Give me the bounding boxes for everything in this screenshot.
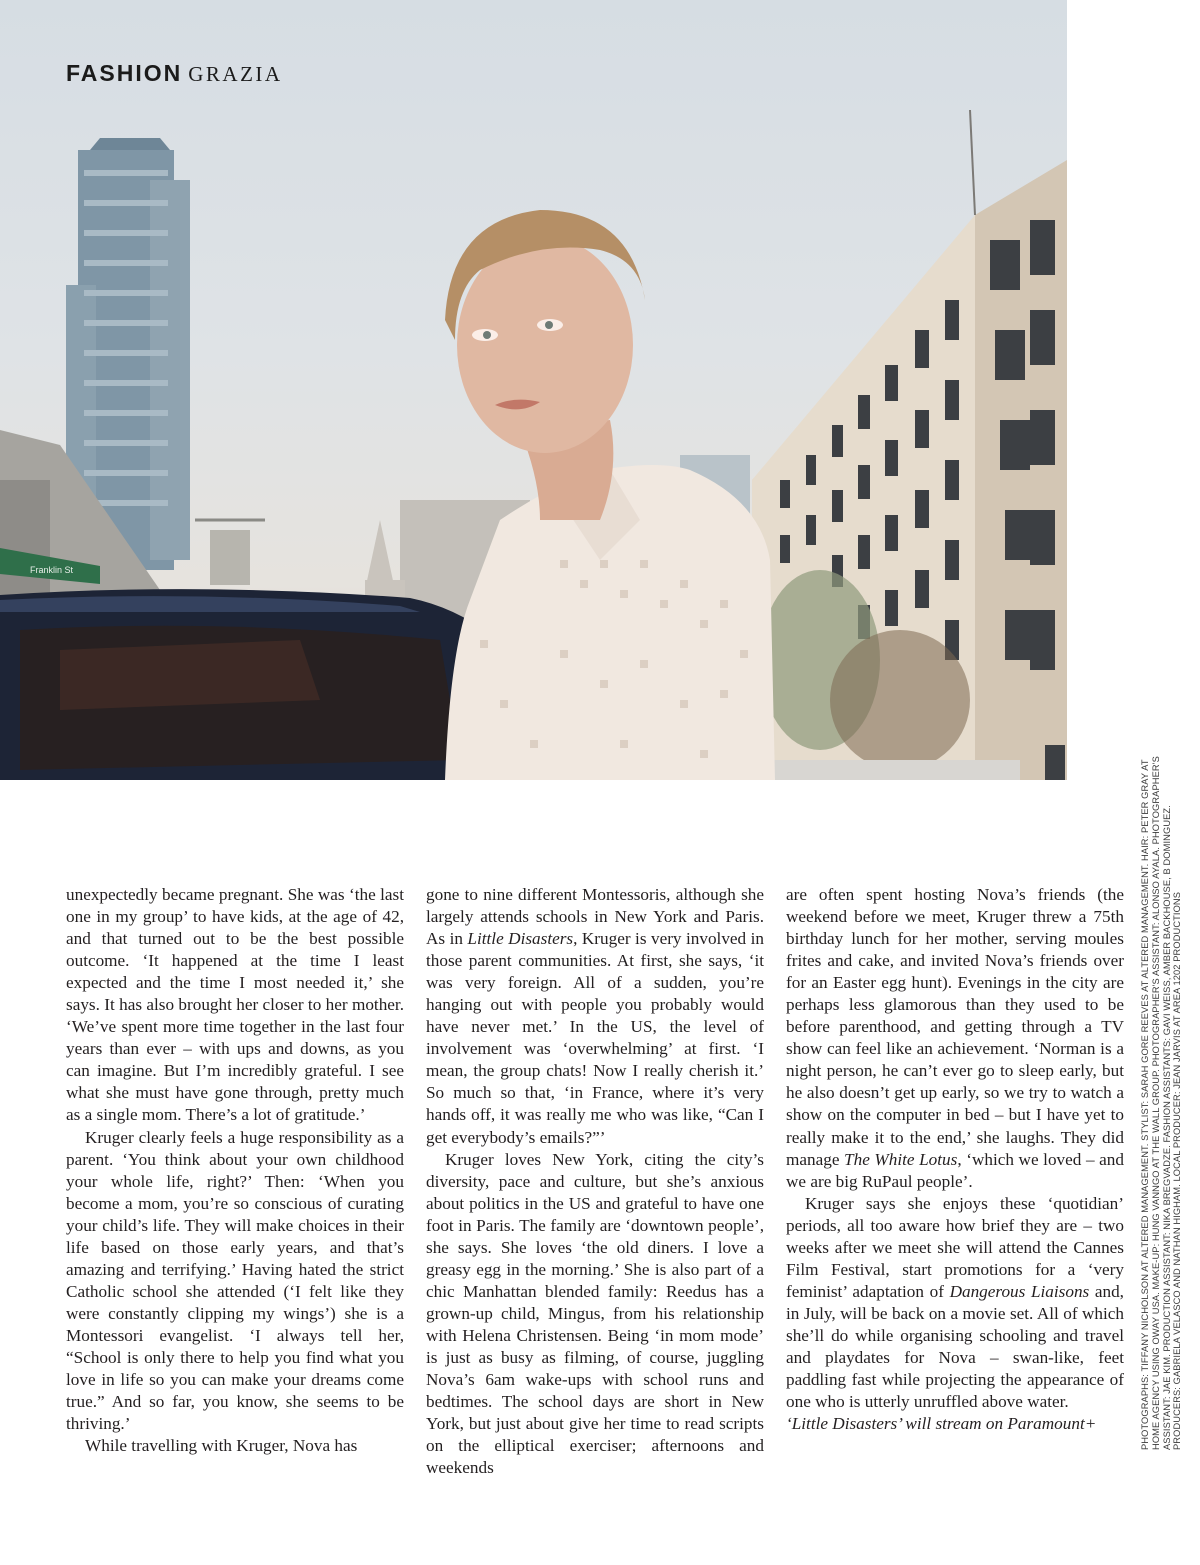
svg-text:Franklin St: Franklin St [30,565,74,575]
paragraph: While travelling with Kruger, Nova has [85,1436,358,1456]
paragraph: gone to nine different Montessoris, although she largely attends schools in New York and Paris. As in Little Disasters, Kruger is very involved in those parent communities. At first, she says, ‘it was very foreign. All of a sudden, you’re hanging out with people you probably would have never met.’ In the US, the level of involvement was ‘overwhelming’ at first. ‘I mean, the group chats! Now I really cherish it.’ So much so that, ‘in France, where it’s very hands off, it was really me who was like, “Can I get everybody’s emails?”’ [426,885,764,1147]
show-title: The White Lotus [844,1149,958,1169]
section-name: FASHION [66,60,183,86]
crane-box [210,530,250,585]
distant-spire [365,520,395,590]
film-title: Dangerous Liaisons [949,1281,1090,1301]
credit-line: PRODUCERS: GABRIELA VELASCO AND NATHAN HIGHAM. LOCAL PRODUCER: JEAN JARVIS AT AREA 1202 PRODUCTIONS [1172,891,1183,1450]
credit-line: PHOTOGRAPHS: TIFFANY NICHOLSON AT ALTERED MANAGEMENT. STYLIST: SARAH GORE REEVES AT ALTERED MANAGEMENT. HAIR: PETER GRAY AT [1140,759,1150,1450]
credit-line: ASSISTANT: JAE KIM. PRODUCTION ASSISTANT: NIKA BREGVADZE. FASHION ASSISTANTS: GAVI WEISS, AMBER BACKHOUSE, B DOMINGUEZ. [1161,805,1172,1450]
article-column-2 [426,884,764,1479]
paragraph: Kruger clearly feels a huge responsibility as a parent. ‘You think about your own childhood your whole life, right?’ Then: ‘When you become a mom, you’re so conscious of curating your child’s life. They will make choices in their life based on those early years, and that’s amazing and terrifying.’ Having hated the strict Catholic school she attended (‘I felt like they were constantly clipping my wings’) she is a Montessori evangelist. ‘I always tell her, “School is only there to help you find what you love in life so you can make your dreams come true.” And so far, you know, she seems to be thriving.’ [66,1127,404,1434]
article-column-3 [786,884,1124,1435]
paragraph: unexpectedly became pregnant. She was ‘the last one in my group’ to have kids, at the age of 42, and that turned out to be the best possible outcome. ‘It happened at the time I least expected and the time I most needed it,’ she says. It has also brought her closer to her mother. ‘We’ve spent more time together in the last four years than ever – with ups and downs, as you can imagine. But I’m incredibly grateful. I see what she must have gone through, pretty much as a single mom. There’s a lot of gratitude.’ [66,885,404,1125]
credit-line: HOME AGENCY USING OWAY USA. MAKE-UP: HUNG VANNGO AT THE WALL GROUP. PHOTOGRAPHER'S ASSISTANT: ALONSO AYALA. PHOTOGRAPHER'S [1150,756,1161,1450]
section-masthead [66,60,283,87]
street-portrait-illustration [0,0,1067,780]
second-car-roof [760,760,1020,780]
paragraph: Kruger loves New York, citing the city’s diversity, pace and culture, but she’s anxious about politics in the US and grateful to have one foot in Paris. The family are ‘downtown people’, she says. She loves ‘the old diners. I love a greasy egg in the morning.’ She is also part of a chic Manhattan blended family: Reedus has a grown-up child, Mingus, from his relationship with Helena Christensen. Being ‘in mom mode’ is just as busy as filming, of course, juggling Nova’s 6am wake-ups with school runs and bedtimes. The school days are short in New York, but just about give her time to read scripts on the elliptical exerciser; afternoons and weekends [426,1149,764,1478]
photo-credits [1140,756,1183,1450]
article-column-1 [66,884,404,1457]
hero-photo [0,0,1067,780]
woman-portrait [445,210,775,780]
paragraph: are often spent hosting Nova’s friends (the weekend before we meet, Kruger threw a 75th birthday lunch for her mother, serving moules frites and cake, and invited Nova’s friends over for an Easter egg hunt). Evenings in the city are perhaps less glamorous than they used to be before parenthood, and getting through a TV show can feel like an achievement. ‘Norman is a night person, he can’t ever go to sleep early, but he also doesn’t get up early, so we try to watch a show on the computer in bed – but I have yet to really make it to the end,’ she laughs. They did manage The White Lotus, ‘which we loved – and we are big RuPaul people’. [786,885,1124,1191]
paragraph: Kruger says she enjoys these ‘quotidian’ periods, all too aware how brief they are – two weeks after we meet she will attend the Cannes Film Festival, start promotions for a ‘very feminist’ adaptation of Dangerous Liaisons and, in July, will be back on a movie set. All of which she’ll do while organising schooling and travel and playdates for Nova – swan-like, feet paddling fast while projecting the appearance of one who is utterly unruffled above water. [786,1193,1124,1412]
stream-caption: ‘Little Disasters’ will stream on Paramount+ [786,1414,1097,1434]
magazine-name: GRAZIA [188,62,283,86]
show-title: Little Disasters [467,929,574,949]
